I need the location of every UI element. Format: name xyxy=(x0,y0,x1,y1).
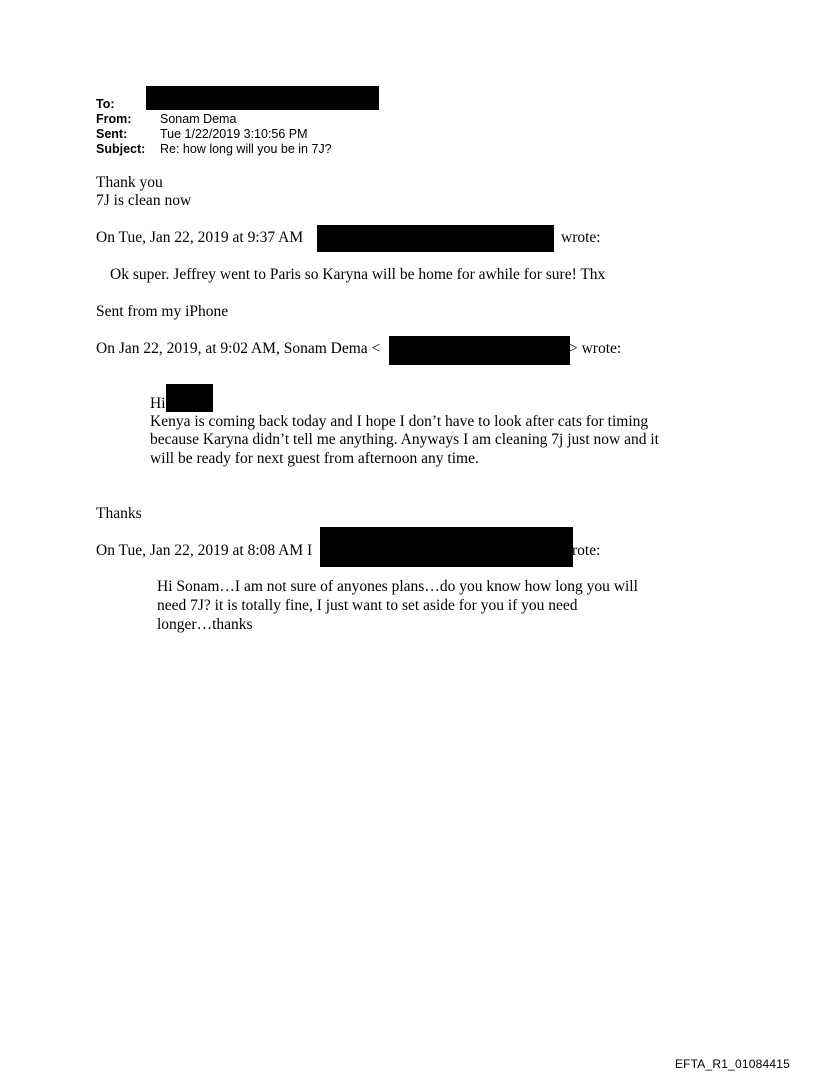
quote3-body-line-3: longer…thanks xyxy=(157,616,253,633)
sent-row xyxy=(96,127,308,141)
redacted-recipient xyxy=(146,86,379,110)
subject-label: Subject: xyxy=(96,142,146,156)
quote2-body-line-2: because Karyna didn’t tell me anything. Anyways I am cleaning 7j just now and it xyxy=(150,431,659,448)
reply-line-1: Thank you xyxy=(96,174,163,191)
quote3-body-line-2: need 7J? it is totally fine, I just want to set aside for you if you need xyxy=(157,597,578,614)
sent-label: Sent: xyxy=(96,127,128,141)
quote2-body-line-1: Kenya is coming back today and I hope I don’t have to look after cats for timing xyxy=(150,413,649,430)
document-id: EFTA_R1_01084415 xyxy=(674,1057,790,1071)
quote3-attribution-end: rote: xyxy=(572,542,601,559)
quote2-attribution-end: > wrote: xyxy=(569,340,622,357)
from-row xyxy=(96,112,236,126)
sent-value: Tue 1/22/2019 3:10:56 PM xyxy=(160,127,308,141)
quote2-body-line-3: will be ready for next guest from afternoon any time. xyxy=(150,450,479,467)
quote1-attribution-end: wrote: xyxy=(561,229,601,246)
quote1-signature: Sent from my iPhone xyxy=(96,303,229,320)
quote2-closing: Thanks xyxy=(96,505,142,522)
quote1-attribution-start: On Tue, Jan 22, 2019 at 9:37 AM xyxy=(96,229,304,246)
redacted-name xyxy=(166,384,213,412)
quote3-body-line-1: Hi Sonam…I am not sure of anyones plans…do you know how long you will xyxy=(157,578,638,595)
subject-value: Re: how long will you be in 7J? xyxy=(160,142,332,156)
quote1-body: Ok super. Jeffrey went to Paris so Karyna will be home for awhile for sure! Thx xyxy=(110,266,606,283)
redacted-sender-3 xyxy=(320,527,573,567)
quote2-attribution-start: On Jan 22, 2019, at 9:02 AM, Sonam Dema < xyxy=(96,340,381,357)
quote2-greeting: Hi xyxy=(150,395,166,412)
from-value: Sonam Dema xyxy=(160,112,237,126)
subject-row xyxy=(96,142,332,156)
quote3-attribution-start: On Tue, Jan 22, 2019 at 8:08 AM I xyxy=(96,542,313,559)
redacted-sender-1 xyxy=(317,225,554,252)
from-label: From: xyxy=(96,112,132,126)
redacted-sender-email-2 xyxy=(389,336,570,365)
reply-line-2: 7J is clean now xyxy=(96,192,192,209)
to-label: To: xyxy=(96,97,115,111)
